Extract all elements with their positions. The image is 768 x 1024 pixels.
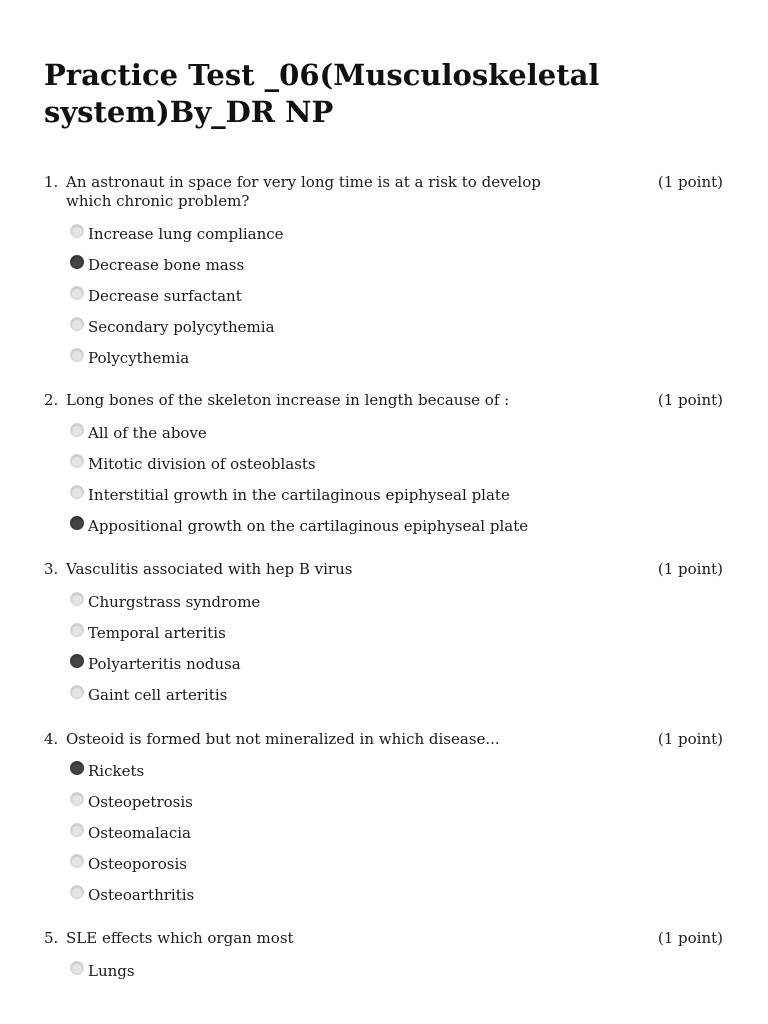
radio-button[interactable] [70, 224, 84, 238]
option-label: Decrease surfactant [88, 287, 242, 305]
radio-button[interactable] [70, 348, 84, 362]
question-number: 1. [44, 173, 59, 191]
radio-button[interactable] [70, 961, 84, 975]
option-label: Osteoarthritis [88, 886, 195, 904]
option-label: Rickets [88, 762, 145, 780]
question-points: (1 point) [657, 173, 723, 191]
answer-option[interactable] [70, 761, 670, 785]
radio-button-selected[interactable] [70, 516, 84, 530]
option-label: Interstitial growth in the cartilaginous epiphyseal plate [88, 486, 510, 504]
answer-option[interactable] [70, 592, 670, 616]
option-label: Osteoporosis [88, 855, 187, 873]
answer-option[interactable] [70, 423, 670, 447]
radio-button[interactable] [70, 317, 84, 331]
page-title: Practice Test _06(Musculoskeletal system)By_DR NP [44, 58, 600, 129]
answer-option[interactable] [70, 255, 670, 279]
radio-button[interactable] [70, 485, 84, 499]
question-text: Vasculitis associated with hep B virus [66, 560, 353, 578]
radio-button[interactable] [70, 592, 84, 606]
option-label: Appositional growth on the cartilaginous epiphyseal plate [88, 517, 529, 535]
option-label: Secondary polycythemia [88, 318, 275, 336]
option-label: All of the above [88, 424, 207, 442]
option-label: Increase lung compliance [88, 225, 284, 243]
question-text: Osteoid is formed but not mineralized in which disease... [66, 730, 500, 748]
answer-option[interactable] [70, 485, 670, 509]
radio-button[interactable] [70, 623, 84, 637]
option-label: Osteomalacia [88, 824, 191, 842]
option-label: Churgstrass syndrome [88, 593, 261, 611]
answer-option[interactable] [70, 224, 670, 248]
option-label: Gaint cell arteritis [88, 686, 228, 704]
radio-button[interactable] [70, 823, 84, 837]
question-points: (1 point) [657, 730, 723, 748]
question-number: 5. [44, 929, 59, 947]
answer-option[interactable] [70, 792, 670, 816]
answer-option[interactable] [70, 317, 670, 341]
answer-option[interactable] [70, 885, 670, 909]
option-label: Polycythemia [88, 349, 190, 367]
answer-option[interactable] [70, 854, 670, 878]
answer-option[interactable] [70, 654, 670, 678]
radio-button[interactable] [70, 685, 84, 699]
option-label: Mitotic division of osteoblasts [88, 455, 316, 473]
question-number: 4. [44, 730, 59, 748]
question-points: (1 point) [657, 929, 723, 947]
option-label: Osteopetrosis [88, 793, 193, 811]
radio-button[interactable] [70, 423, 84, 437]
answer-option[interactable] [70, 961, 670, 985]
radio-button[interactable] [70, 854, 84, 868]
answer-option[interactable] [70, 454, 670, 478]
option-label: Temporal arteritis [88, 624, 226, 642]
radio-button[interactable] [70, 454, 84, 468]
option-label: Polyarteritis nodusa [88, 655, 241, 673]
question-text: SLE effects which organ most [66, 929, 294, 947]
question-text: An astronaut in space for very long time is at a risk to develop which chronic problem? [66, 173, 541, 210]
radio-button[interactable] [70, 286, 84, 300]
question-points: (1 point) [657, 391, 723, 409]
radio-button[interactable] [70, 792, 84, 806]
question-text: Long bones of the skeleton increase in length because of : [66, 391, 510, 409]
answer-option[interactable] [70, 516, 670, 540]
radio-button-selected[interactable] [70, 654, 84, 668]
answer-option[interactable] [70, 685, 670, 709]
answer-option[interactable] [70, 823, 670, 847]
radio-button-selected[interactable] [70, 255, 84, 269]
answer-option[interactable] [70, 623, 670, 647]
option-label: Lungs [88, 962, 135, 980]
radio-button[interactable] [70, 885, 84, 899]
question-number: 3. [44, 560, 59, 578]
answer-option[interactable] [70, 286, 670, 310]
answer-option[interactable] [70, 348, 670, 372]
option-label: Decrease bone mass [88, 256, 245, 274]
question-number: 2. [44, 391, 59, 409]
radio-button-selected[interactable] [70, 761, 84, 775]
question-points: (1 point) [657, 560, 723, 578]
